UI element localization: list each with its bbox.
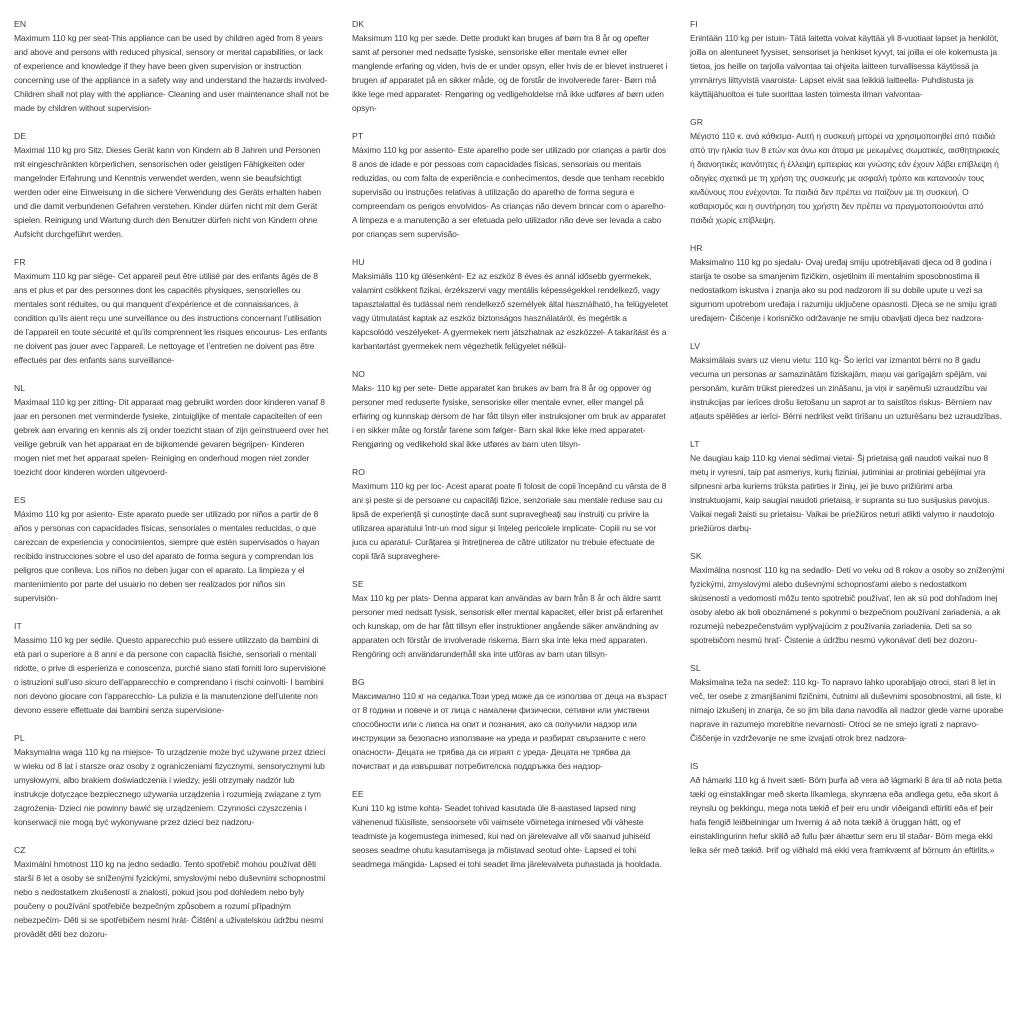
column-1 xyxy=(14,17,330,1024)
lang-code-hr: HR xyxy=(690,243,703,253)
lang-code-is: IS xyxy=(690,761,699,771)
section-ee xyxy=(352,787,668,871)
lang-code-pt: PT xyxy=(352,131,364,141)
lang-code-ee: EE xyxy=(352,789,364,799)
lang-text-nl: Maximaal 110 kg per zitting- Dit apparaat mag gebruikt worden door kinderen vanaf 8 jaar en personen met verminderde fysieke, zintuiglijke of mentale capaciteiten of een gebrek aan ervaring en kennis als zij onder toezicht staan of zijn geïnstrueerd over het veilige gebruik van het apparaat en de bijkomende gevaren begrijpen- Kinderen mogen niet met het apparaat spelen- Reiniging en onderhoud mogen niet zonder toezicht door kinderen worden uitgevoerd- xyxy=(14,397,329,477)
lang-text-se: Max 110 kg per plats- Denna apparat kan användas av barn från 8 år och äldre samt personer med nedsatt fysisk, sensorisk eller mental kapacitet, eller brist på erfarenhet och kunskap, om de har fått tillsyn eller instruktioner angående säker användning av apparaten och förstår de involverade riskerna. Barn ska inte leka med apparaten. Rengöring och användarunderhåll ska inte utföras av barn utan tillsyn- xyxy=(352,593,663,659)
lang-text-en: Maximum 110 kg per seat-This appliance can be used by children aged from 8 years and above and persons with reduced physical, sensory or mental capabilities, or lack of experience and knowledge if they have been given supervision or instruction concerning use of the appliance in a safety way and understand the hazards involved- Children shall not play with the appliance- Cleaning and user maintenance shall not be made by children without supervision- xyxy=(14,33,329,113)
section-hu xyxy=(352,255,668,353)
section-is xyxy=(690,759,1006,857)
lang-code-es: ES xyxy=(14,495,26,505)
lang-text-cz: Maximální hmotnost 110 kg na jedno sedadlo. Tento spotřebič mohou používat děti starší 8 let a osoby se sníženými fyzickými, smyslovými nebo duševními schopnostmi nebo s nedostatkem zkušeností a znalostí, pokud jsou pod dohledem nebo byly poučeny o používání spotřebiče bezpečným způsobem a rozumí případným nebezpečím- Děti si se spotřebičem nesmí hrát- Čištění a uživatelskou údržbu nesmí provádět děti bez dozoru- xyxy=(14,859,326,939)
lang-text-ee: Kuni 110 kg istme kohta- Seadet tohivad kasutada üle 8-aastased lapsed ning vähenenud füüsiliste, sensoorsete või vaimsete võimetega inimesed või väheste teadmiste ja kogemustega inimesed, kui nad on järelevalve all või saanud juhiseid seoses seadme ohutu kasutamisega ja mõistavad seotud ohte- Lapsed ei tohi seadmega mängida- Lapsed ei tohi seadet ilma järelevalveta puhastada ja hooldada. xyxy=(352,803,662,869)
lang-text-hr: Maksimalno 110 kg po sjedalu- Ovaj uređaj smiju upotrebljavati djeca od 8 godina i starija te osobe sa smanjenim fizičkim, osjetilnim ili mentalnim sposobnostima ili nedostatkom iskustva i znanja ako su pod nadzorom ili su dobile upute u vezi sa sigurnom upotrebom uređaja i razumiju uključene opasnosti. Djeca se ne smiju igrati uređajem- Čišćenje i korisničko održavanje ne smiju obavljati djeca bez nadzora- xyxy=(690,257,997,323)
lang-text-sk: Maximálna nosnosť 110 kg na sedadlo- Deti vo veku od 8 rokov a osoby so zníženými fyzickými, zmyslovými alebo duševnými schopnosťami alebo s nedostatkom skúseností a vedomostí môžu tento spotrebič používať, len ak sú pod dohľadom inej osoby alebo ak boli oboznámené s pokynmi o bezpečnom používaní zariadenia, a ak rozumejú nebezpečenstvám vyplývajúcim z používania zariadenia. Deti sa so spotrebičom nesmú hrať- Čistenie a údržbu nesmú vykonávať deti bez dozoru- xyxy=(690,565,1005,645)
lang-text-is: Að hámarki 110 kg á hvert sæti- Börn þurfa að vera að lágmarki 8 ára til að nota þetta tæki og einstaklingar með skerta líkamlega, skynræna eða andlega getu, eða skort á reynslu og þekkingu, mega nota tækið ef þeir eru undir viðeigandi eftirliti eða ef þeir hafa fengið leiðbeiningar um hvernig á að nota tækið á öruggan hátt, og ef einstaklingurinn hefur skilið að fullu þær áhættur sem eru til staðar- Börn mega ekki leika sér með tækið. Þrif og viðhald má ekki vera framkvæmt af börnum án eftirlits.» xyxy=(690,775,1002,855)
section-ro xyxy=(352,465,668,563)
lang-text-pl: Maksymalna waga 110 kg na miejsce- To urządzenie może być używane przez dzieci w wieku od 8 lat i starsze oraz osoby z ograniczeniami fizycznymi, sensorycznymi lub umysłowymi, albo brakiem doświadczenia i wiedzy, jeśli otrzymały nadzór lub instrukcje dotyczące bezpiecznego używania urządzenia i rozumieją związane z tym zagrożenia- Dzieci nie powinny bawić się urządzeniem. Czynności czyszczenia i konserwacji nie mogą być wykonywane przez dzieci bez nadzoru- xyxy=(14,747,326,827)
section-pt xyxy=(352,129,668,241)
section-dk xyxy=(352,17,668,115)
section-it xyxy=(14,619,330,717)
section-no xyxy=(352,367,668,451)
column-2 xyxy=(352,17,668,1024)
lang-text-no: Maks- 110 kg per sete- Dette apparatet kan brukes av barn fra 8 år og oppover og personer med reduserte fysiske, sensoriske eller mentale evner, eller mangel på erfaring og kunnskap dersom de har fått tilsyn eller instruksjoner om bruk av apparatet i en sikker måte og forstår farene som følger- Barn skal ikke leke med apparatet- Rengjøring og vedlikehold skal ikke utføres av barn uten tilsyn- xyxy=(352,383,666,449)
section-cz xyxy=(14,843,330,941)
lang-code-bg: BG xyxy=(352,677,365,687)
section-nl xyxy=(14,381,330,479)
lang-text-gr: Μέγιστο 110 κ. ανά κάθισμα- Αυτή η συσκευή μπορεί να χρησιμοποιηθεί από παιδιά από την ηλικία των 8 ετών και άνω και άτομα με μειωμένες σωματικές, αισθητηριακές ή διανοητικές ικανότητες ή έλλειψη εμπειρίας και γνώσης εάν έχουν λάβει επίβλεψη ή οδηγίες σχετικά με τη χρήση της συσκευής με ασφαλή τρόπο και κατανοούν τους κινδύνους που ενέχονται. Τα παιδιά δεν πρέπει να παίζουν με τη συσκευή. Ο καθαρισμός και η συντήρηση του χρήστη δεν πρέπει να πραγματοποιούνται από παιδιά χωρίς επίβλεψη. xyxy=(690,131,1000,225)
lang-code-de: DE xyxy=(14,131,27,141)
lang-text-sl: Maksimalna teža na sedež: 110 kg- To napravo lahko uporabljajo otroci, stari 8 let in več, ter osebe z zmanjšanimi fizičnimi, čutnimi ali duševnimi sposobnostmi, ali tiste, ki nimajo izkušenj in znanja, če so jim bila dana navodila ali nadzor glede varne uporabe naprave in razumejo morebitne nevarnosti- Otroci se ne smejo igrati z napravo- Čiščenje in vzdrževanje ne sme izvajati otrok brez nadzora- xyxy=(690,677,1004,743)
section-lt xyxy=(690,437,1006,535)
lang-code-no: NO xyxy=(352,369,366,379)
lang-code-nl: NL xyxy=(14,383,26,393)
lang-code-gr: GR xyxy=(690,117,704,127)
lang-code-lv: LV xyxy=(690,341,701,351)
lang-code-dk: DK xyxy=(352,19,365,29)
lang-code-pl: PL xyxy=(14,733,25,743)
section-sk xyxy=(690,549,1006,647)
lang-code-ro: RO xyxy=(352,467,366,477)
lang-text-it: Massimo 110 kg per sedile. Questo apparecchio può essere utilizzato da bambini di età pari o superiore a 8 anni e da persone con capacità fisiche, sensoriali o mentali ridotte, o prive di esperienza e conoscenza, purché siano stati forniti loro supervisione o istruzioni sull’uso sicuro dell’apparecchio e comprendano i rischi coinvolti- I bambini non devono giocare con l’apparecchio- La pulizia e la manutenzione dell’utente non devono essere effettuate dai bambini senza supervisione- xyxy=(14,635,326,715)
lang-text-lt: Ne daugiau kaip 110 kg vienai sėdimai vietai- Šį prietaisą gali naudoti vaikai nuo 8 metų ir vyresni, taip pat asmenys, kurių fiziniai, jutiminiai ar protiniai gebėjimai yra silpnesni arba kuriems trūksta patirties ir žinių, jei jie buvo prižiūrimi arba instruktuojami, kaip saugiai naudoti prietaisą, ir supranta su tuo susijusius pavojus. Vaikai negali žaisti su prietaisu- Vaikai be priežiūros neturi atlikti valymo ir naudotojo priežiūros darbų- xyxy=(690,453,995,533)
lang-code-sl: SL xyxy=(690,663,701,673)
section-es xyxy=(14,493,330,605)
lang-code-it: IT xyxy=(14,621,22,631)
lang-text-dk: Maksimum 110 kg per sæde. Dette produkt kan bruges af børn fra 8 år og opefter samt af personer med nedsatte fysiske, sensoriske eller mentale evner eller manglende erfaring og viden, hvis de er under opsyn, eller hvis de er blevet instrueret i brugen af apparatet på en sikker måde, og de forstår de involverede farer- Børn må ikke lege med apparatet- Rengøring og vedligeholdelse må ikke udføres af børn uden opsyn- xyxy=(352,33,668,113)
section-hr xyxy=(690,241,1006,325)
section-se xyxy=(352,577,668,661)
section-lv xyxy=(690,339,1006,423)
lang-code-se: SE xyxy=(352,579,364,589)
section-de xyxy=(14,129,330,241)
section-gr xyxy=(690,115,1006,227)
lang-text-pt: Máximo 110 kg por assento- Este aparelho pode ser utilizado por crianças a partir dos 8 anos de idade e por pessoas com capacidades físicas, sensoriais ou mentais reduzidas, ou com falta de experiência e conhecimentos, desde que tenham recebido supervisão ou instruções relativas à utilização do aparelho de forma segura e compreendam os perigos envolvidos- As crianças não devem brincar com o aparelho- A limpeza e a manutenção a ser efetuada pelo utilizador não deve ser levada a cabo por crianças sem supervisão- xyxy=(352,145,667,239)
section-pl xyxy=(14,731,330,829)
section-sl xyxy=(690,661,1006,745)
lang-text-es: Máximo 110 kg por asiento- Este aparato puede ser utilizado por niños a partir de 8 años y personas con capacidades físicas, sensoriales o mentales reducidas, o que carezcan de experiencia y conocimientos, siempre que estén supervisados o hayan recibido instrucciones sobre el uso del aparato de forma segura y comprendan los peligros que conlleva. Los niños no deben jugar con el aparato. La limpieza y el mantenimiento por parte del usuario no deben ser realizados por niños sin supervisión- xyxy=(14,509,320,603)
lang-code-sk: SK xyxy=(690,551,702,561)
section-bg xyxy=(352,675,668,773)
lang-code-fr: FR xyxy=(14,257,26,267)
section-fi xyxy=(690,17,1006,101)
lang-text-bg: Максимално 110 кг на седалка.Този уред може да се използва от деца на възраст от 8 години и повече и от лица с намалени физически, сетивни или умствени способности или с липса на опит и познания, ако са получили надзор или инструкции за безопасно използване на уреда и разбират свързаните с него опасности- Децата не трябва да си играят с уреда- Децата не трябва да почистват и да извършват потребителска поддръжка без надзор- xyxy=(352,691,668,771)
lang-text-fi: Enintään 110 kg per istuin- Tätä laitetta voivat käyttää yli 8-vuotiaat lapset ja henkilöt, joilla on alentuneet fyysiset, sensoriset ja henkiset kyvyt, tai joilla ei ole kokemusta ja tietoa, jos heille on tarjolla valvontaa tai ohjeita laitteen turvallisessa käytössä ja ymmärrys liittyvistä vaaroista- Lapset eivät saa leikkiä laitteella- Puhdistusta ja käyttäjähuoltoa ei tule suorittaa lasten toimesta ilman valvontaa- xyxy=(690,33,999,99)
lang-text-lv: Maksimālais svars uz vienu vietu: 110 kg- Šo ierīci var izmantot bērni no 8 gadu vecuma un personas ar samazinātām fiziskajām, maņu vai garīgajām spējām, vai personām, kurām trūkst pieredzes un zināšanu, ja viņi ir saņēmuši uzraudzību vai instrukcijas par ierīces drošu lietošanu un saprot ar to saistītos riskus- Bērniem nav atļauts spēlēties ar ierīci- Bērni nedrīkst veikt tīrīšanu un uzturēšanu bez uzraudzības. xyxy=(690,355,1002,421)
section-fr xyxy=(14,255,330,367)
lang-text-hu: Maksimális 110 kg ülésenként- Ez az eszköz 8 éves és annál idősebb gyermekek, valamint csökkent fizikai, érzékszervi vagy mentális képességekkel rendelkező, vagy tapasztalattal és tudással nem rendelkező személyek által használható, ha felügyeletet vagy útmutatást kaptak az eszköz biztonságos használatáról, és megértik a kapcsolódó veszélyeket- A gyermekek nem játszhatnak az eszközzel- A takarítást és a karbantartást gyermekek nem végezhetik felügyelet nélkül- xyxy=(352,271,668,351)
lang-code-hu: HU xyxy=(352,257,365,267)
lang-code-fi: FI xyxy=(690,19,698,29)
lang-text-de: Maximal 110 kg pro Sitz. Dieses Gerät kann von Kindern ab 8 Jahren und Personen mit eingeschränkten körperlichen, sensorischen oder geistigen Fähigkeiten oder mangelnder Erfahrung und Kenntnis verwendet werden, wenn sie beaufsichtigt werden oder eine Einweisung in die sichere Verwendung des Geräts erhalten haben und die damit verbundenen Gefahren verstehen. Kinder dürfen nicht mit dem Gerät spielen. Reinigung und Wartung durch den Benutzer dürfen nicht von Kindern ohne Aufsicht durchgeführt werden. xyxy=(14,145,321,239)
lang-code-en: EN xyxy=(14,19,27,29)
lang-text-ro: Maximum 110 kg per loc- Acest aparat poate fi folosit de copii începând cu vârsta de 8 ani și peste și de persoane cu capacități fizice, senzoriale sau mentale reduse sau cu lipsă de experiență și cunoștințe dacă sunt supravegheați sau instruiți cu privire la utilizarea aparatului într-un mod sigur și înțeleg pericolele implicate- Copiii nu se vor juca cu aparatul- Curățarea și întreținerea de către utilizator nu trebuie efectuate de copii fără supraveghere- xyxy=(352,481,667,561)
section-en xyxy=(14,17,330,115)
lang-code-lt: LT xyxy=(690,439,700,449)
column-3 xyxy=(690,17,1006,1024)
lang-code-cz: CZ xyxy=(14,845,26,855)
lang-text-fr: Maximum 110 kg par siège- Cet appareil peut être utilisé par des enfants âgés de 8 ans et plus et par des personnes dont les capacités physiques, sensorielles ou mentales sont réduites, ou qui manquent d’expérience et de connaissances, à condition qu’ils aient reçu une surveillance ou des instructions concernant l’utilisation de l’appareil en toute sécurité et qu’ils comprennent les risques encourus- Les enfants ne doivent pas jouer avec l’appareil. Le nettoyage et l’entretien ne doivent pas être effectués par des enfants sans surveillance- xyxy=(14,271,328,365)
